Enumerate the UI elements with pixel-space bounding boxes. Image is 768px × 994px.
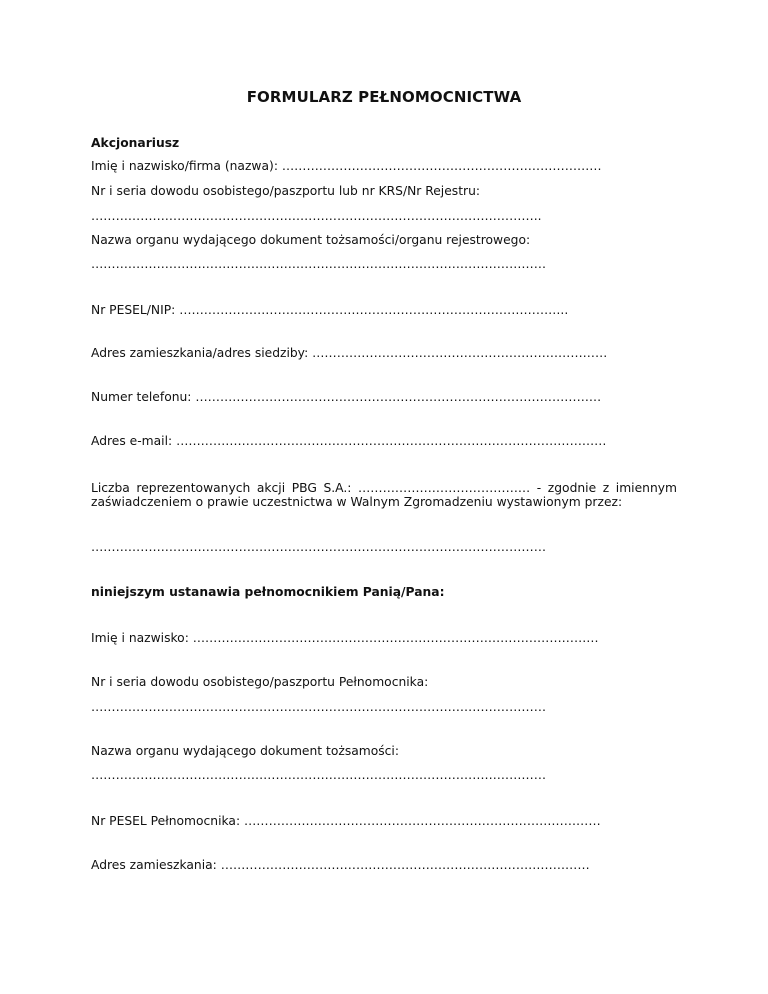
shareholder-name-field[interactable]: Imię i nazwisko/firma (nazwa): …………………………………………………………………… [91,159,602,173]
proxy-address-field[interactable]: Adres zamieszkania: ……………………………………………………………………………… [91,858,590,872]
form-title: FORMULARZ PEŁNOMOCNICTWA [246,88,522,106]
proxy-id-field[interactable]: ………………………………………………………………………………………………… [91,700,546,714]
proxy-pesel-field[interactable]: Nr PESEL Pełnomocnika: …………………………………………………………………………… [91,814,601,828]
shareholder-issuer-label: Nazwa organu wydającego dokument tożsamości/organu rejestrowego: [91,233,531,247]
shareholder-id-field[interactable]: ……………………………………………………………………………………………….. [91,209,542,223]
shareholder-email-field[interactable]: Adres e-mail: …………………………………………………………………………………………… [91,434,607,448]
proxy-id-label: Nr i seria dowodu osobistego/paszportu Pełnomocnika: [91,675,429,689]
proxy-heading: niniejszym ustanawia pełnomocnikiem Panią/Pana: [91,585,445,599]
shareholder-id-label: Nr i seria dowodu osobistego/paszportu lub nr KRS/Nr Rejestru: [91,184,481,198]
proxy-issuer-label: Nazwa organu wydającego dokument tożsamości: [91,744,399,758]
shareholder-address-field[interactable]: Adres zamieszkania/adres siedziby: ……………………………………………………………… [91,346,608,360]
shareholder-issuer-field[interactable]: ………………………………………………………………………………………………… [91,257,546,271]
shares-paragraph: Liczba reprezentowanych akcji PBG S.A.: …………………………………… - zgodnie z imiennym zaświadczeniem o prawie uczestnictwa w Walnym Zgromadzeniu wystawionym przez: [91,481,677,509]
shares-issuer-field[interactable]: ………………………………………………………………………………………………… [91,540,546,554]
shareholder-heading: Akcjonariusz [91,136,180,150]
proxy-issuer-field[interactable]: ………………………………………………………………………………………………… [91,768,546,782]
proxy-name-field[interactable]: Imię i nazwisko: ……………………………………………………………………………………… [91,631,599,645]
shareholder-phone-field[interactable]: Numer telefonu: ……………………………………………………………………………………… [91,390,602,404]
shareholder-pesel-field[interactable]: Nr PESEL/NIP: ………………………………………………………………………………….. [91,303,569,317]
